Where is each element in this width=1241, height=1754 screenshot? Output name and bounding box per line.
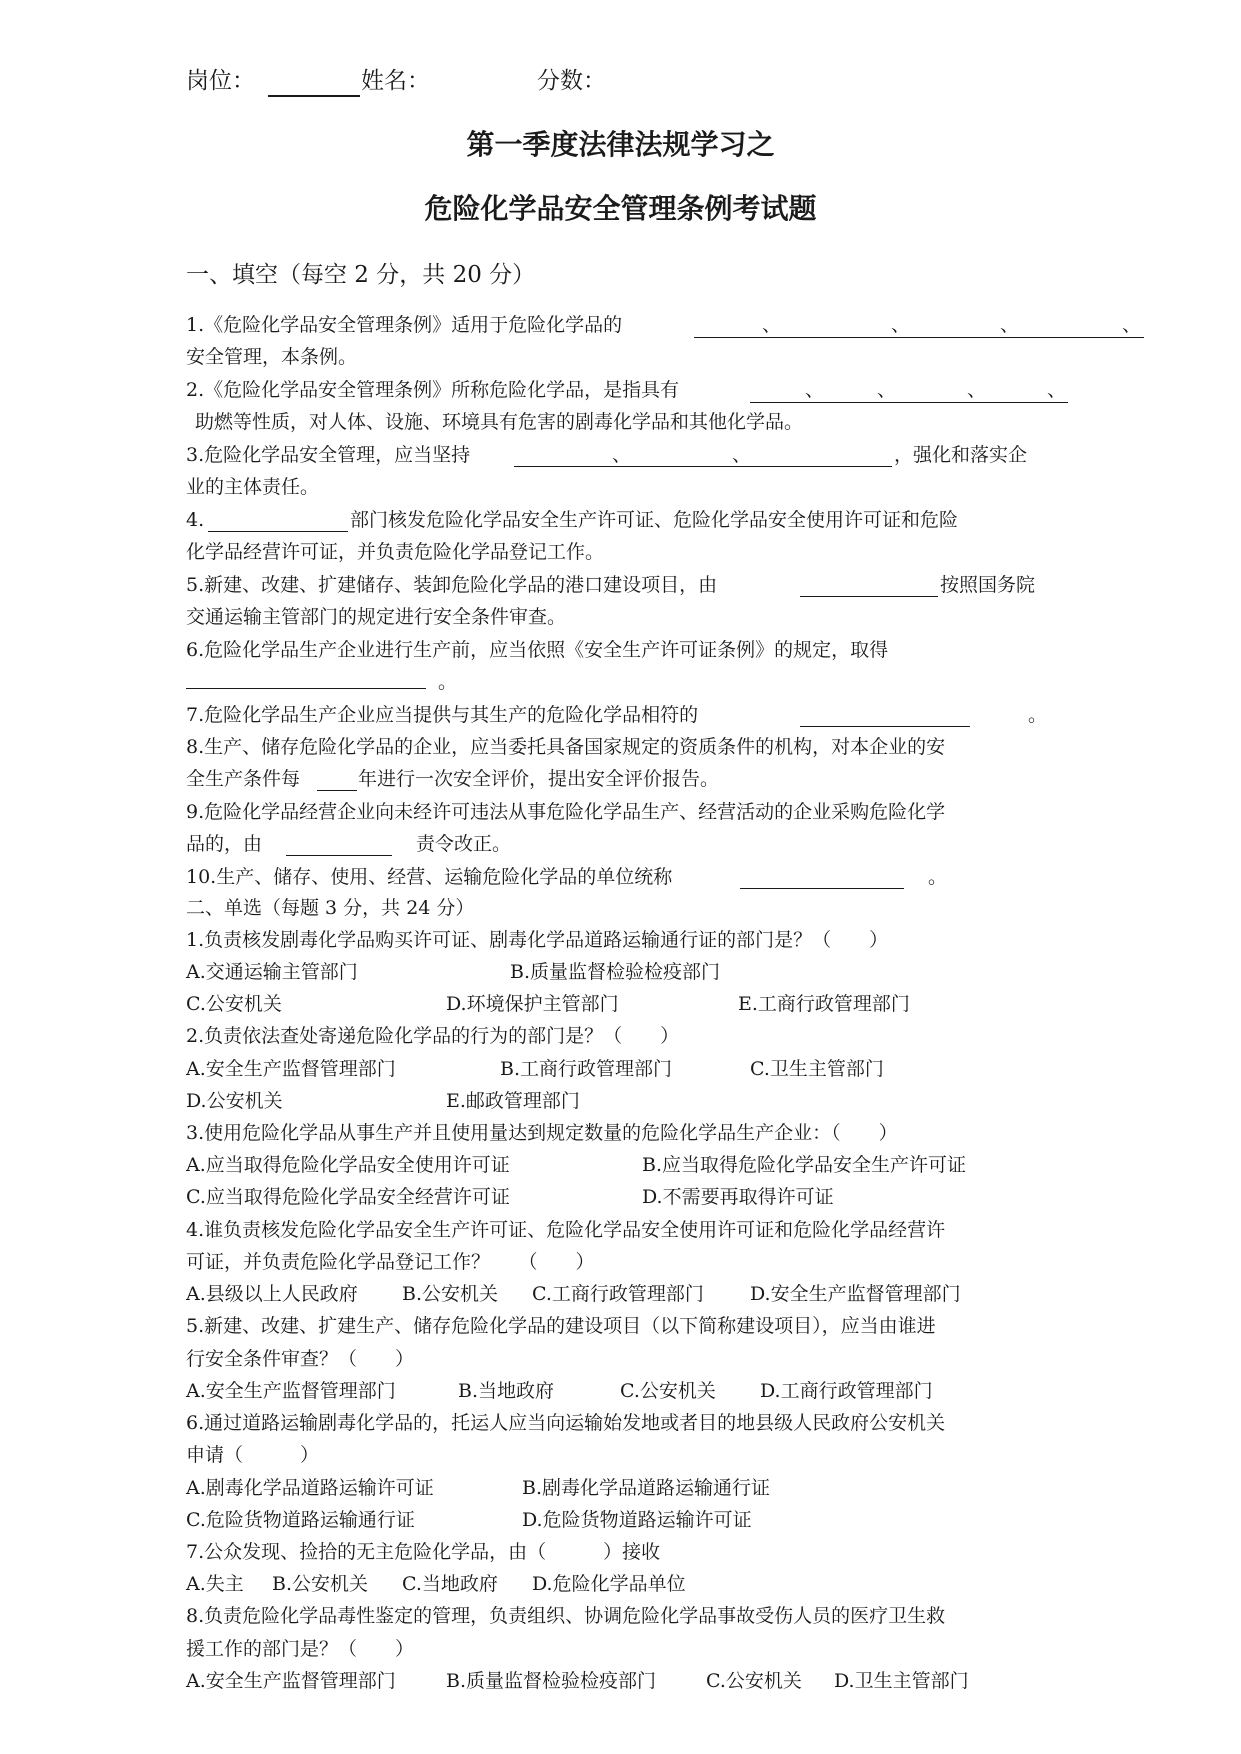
fill-q7-text-tail: 。	[1028, 704, 1048, 726]
choice-q1-option-a: A.交通运输主管部门	[186, 961, 358, 983]
fill-q9-text: 9.危险化学品经营企业向未经许可违法从事危险化学品生产、经营活动的企业采购危险化学	[186, 801, 946, 823]
choice-q4-stem-2: 可证，并负责危险化学品登记工作？ （ ）	[186, 1251, 595, 1273]
choice-q5-option-d: D.工商行政管理部门	[760, 1380, 933, 1402]
choice-q1-option-d: D.环境保护主管部门	[446, 993, 619, 1015]
choice-q6-option-b: B.剧毒化学品道路运输通行证	[522, 1477, 771, 1499]
choice-q2-option-d: D.公安机关	[186, 1090, 283, 1112]
fill-q8-blank	[317, 790, 357, 791]
page-title: 第一季度法律法规学习之	[466, 128, 775, 161]
fill-q5-text-2: 交通运输主管部门的规定进行安全条件审查。	[186, 606, 567, 628]
fill-q3-blank	[514, 466, 892, 467]
fill-q9-text-2a: 品的，由	[186, 833, 263, 855]
choice-q5-option-b: B.当地政府	[458, 1380, 555, 1402]
fill-q8-text: 8.生产、储存危险化学品的企业，应当委托具备国家规定的资质条件的机构，对本企业的安	[186, 736, 946, 758]
choice-q5-option-a: A.安全生产监督管理部门	[186, 1380, 396, 1402]
fill-q1-sep-4: 、	[1122, 314, 1142, 336]
choice-q6-stem: 6.通过道路运输剧毒化学品的，托运人应当向运输始发地或者目的地县级人民政府公安机关	[186, 1412, 946, 1434]
fill-q9-blank	[286, 855, 392, 856]
choice-q8-stem-2: 援工作的部门是？（ ）	[186, 1638, 415, 1660]
position-blank	[268, 95, 360, 97]
choice-q5-option-c: C.公安机关	[620, 1380, 716, 1402]
fill-q4-blank	[208, 531, 348, 532]
fill-q3-text: 3.危险化学品安全管理，应当坚持	[186, 444, 471, 466]
fill-q2-sep-1: 、	[805, 379, 825, 401]
choice-q6-option-a: A.剧毒化学品道路运输许可证	[186, 1477, 434, 1499]
choice-q7-option-a: A.失主	[186, 1573, 244, 1595]
choice-q4-option-d: D.安全生产监督管理部门	[750, 1283, 961, 1305]
fill-q1-text: 1.《危险化学品安全管理条例》适用于危险化学品的	[186, 314, 623, 336]
fill-q6-text: 6.危险化学品生产企业进行生产前，应当依照《安全生产许可证条例》的规定，取得	[186, 639, 889, 661]
fill-q1-blank	[694, 337, 1144, 338]
fill-q10-text: 10.生产、储存、使用、经营、运输危险化学品的单位统称	[186, 866, 673, 888]
choice-q4-option-b: B.公安机关	[402, 1283, 499, 1305]
choice-q5-stem-2: 行安全条件审查？（ ）	[186, 1348, 415, 1370]
fill-q3-sep-2: 、	[732, 444, 752, 466]
choice-q3-option-d: D.不需要再取得许可证	[642, 1186, 834, 1208]
choice-q2-option-a: A.安全生产监督管理部门	[186, 1058, 396, 1080]
fill-q8-text-2b: 年进行一次安全评价，提出安全评价报告。	[358, 768, 720, 790]
position-label: 岗位：	[186, 68, 255, 94]
choice-q3-stem: 3.使用危险化学品从事生产并且使用量达到规定数量的危险化学品生产企业：（ ）	[186, 1122, 898, 1144]
fill-q1-text-2: 安全管理，本条例。	[186, 346, 358, 368]
fill-q5-text: 5.新建、改建、扩建储存、装卸危险化学品的港口建设项目，由	[186, 574, 718, 596]
fill-q2-text-2: 助燃等性质，对人体、设施、环境具有危害的剧毒化学品和其他化学品。	[195, 411, 804, 433]
fill-q2-sep-4: 、	[1047, 379, 1067, 401]
choice-q1-option-c: C.公安机关	[186, 993, 282, 1015]
fill-q2-sep-2: 、	[877, 379, 897, 401]
fill-q6-blank	[186, 688, 426, 689]
fill-q2-blank	[750, 402, 1068, 403]
choice-q6-option-c: C.危险货物道路运输通行证	[186, 1509, 415, 1531]
choice-q8-stem: 8.负责危险化学品毒性鉴定的管理，负责组织、协调危险化学品事故受伤人员的医疗卫生救	[186, 1605, 946, 1627]
fill-q4-text: 4.	[186, 509, 205, 531]
choice-q4-option-c: C.工商行政管理部门	[532, 1283, 704, 1305]
fill-q2-text: 2.《危险化学品安全管理条例》所称危险化学品，是指具有	[186, 379, 680, 401]
choice-q3-option-c: C.应当取得危险化学品安全经营许可证	[186, 1186, 510, 1208]
choice-q1-option-e: E.工商行政管理部门	[738, 993, 910, 1015]
choice-q8-option-a: A.安全生产监督管理部门	[186, 1670, 396, 1692]
fill-q4-text-2: 化学品经营许可证，并负责危险化学品登记工作。	[186, 541, 605, 563]
score-label: 分数：	[537, 68, 606, 94]
fill-q10-blank	[740, 888, 904, 889]
choice-q1-stem: 1.负责核发剧毒化学品购买许可证、剧毒化学品道路运输通行证的部门是？（ ）	[186, 929, 889, 951]
fill-q1-sep-2: 、	[891, 314, 911, 336]
choice-q4-stem: 4.谁负责核发危险化学品安全生产许可证、危险化学品安全使用许可证和危险化学品经营许	[186, 1219, 946, 1241]
fill-q4-text-tail: 部门核发危险化学品安全生产许可证、危险化学品安全使用许可证和危险	[350, 509, 959, 531]
choice-q2-stem: 2.负责依法查处寄递危险化学品的行为的部门是？（ ）	[186, 1025, 680, 1047]
name-label: 姓名：	[361, 68, 430, 94]
choice-q7-stem: 7.公众发现、捡拾的无主危险化学品，由（ ）接收	[186, 1541, 661, 1563]
fill-q1-sep-3: 、	[1000, 314, 1020, 336]
section-single-choice-heading: 二、单选（每题 3 分，共 24 分）	[186, 897, 475, 919]
choice-q7-option-c: C.当地政府	[402, 1573, 498, 1595]
fill-q3-sep-1: 、	[612, 444, 632, 466]
choice-q7-option-d: D.危险化学品单位	[532, 1573, 686, 1595]
choice-q3-option-b: B.应当取得危险化学品安全生产许可证	[642, 1154, 967, 1176]
fill-q5-text-tail: 按照国务院	[940, 574, 1036, 596]
fill-q6-text-tail: 。	[438, 671, 458, 693]
fill-q3-text-tail: ，强化和落实企	[894, 444, 1028, 466]
choice-q8-option-b: B.质量监督检验检疫部门	[446, 1670, 657, 1692]
choice-q6-stem-2: 申请（ ）	[186, 1444, 320, 1466]
choice-q4-option-a: A.县级以上人民政府	[186, 1283, 358, 1305]
choice-q8-option-c: C.公安机关	[706, 1670, 802, 1692]
choice-q1-option-b: B.质量监督检验检疫部门	[510, 961, 721, 983]
choice-q8-option-d: D.卫生主管部门	[834, 1670, 969, 1692]
choice-q2-option-e: E.邮政管理部门	[446, 1090, 580, 1112]
choice-q2-option-c: C.卫生主管部门	[750, 1058, 884, 1080]
fill-q7-text: 7.危险化学品生产企业应当提供与其生产的危险化学品相符的	[186, 704, 699, 726]
page-subtitle: 危险化学品安全管理条例考试题	[424, 192, 817, 225]
fill-q8-text-2a: 全生产条件每	[186, 768, 301, 790]
fill-q3-text-2: 业的主体责任。	[186, 476, 320, 498]
choice-q2-option-b: B.工商行政管理部门	[500, 1058, 673, 1080]
fill-q2-sep-3: 、	[967, 379, 987, 401]
choice-q7-option-b: B.公安机关	[272, 1573, 369, 1595]
section-fill-blank-heading: 一、填空（每空 2 分，共 20 分）	[186, 262, 536, 288]
choice-q5-stem: 5.新建、改建、扩建生产、储存危险化学品的建设项目（以下简称建设项目），应当由谁进	[186, 1315, 936, 1337]
fill-q7-blank	[800, 726, 970, 727]
fill-q9-text-2b: 责令改正。	[416, 833, 512, 855]
fill-q1-sep-1: 、	[762, 314, 782, 336]
choice-q6-option-d: D.危险货物道路运输许可证	[522, 1509, 752, 1531]
choice-q3-option-a: A.应当取得危险化学品安全使用许可证	[186, 1154, 510, 1176]
fill-q10-text-tail: 。	[928, 866, 948, 888]
fill-q5-blank	[800, 596, 938, 597]
